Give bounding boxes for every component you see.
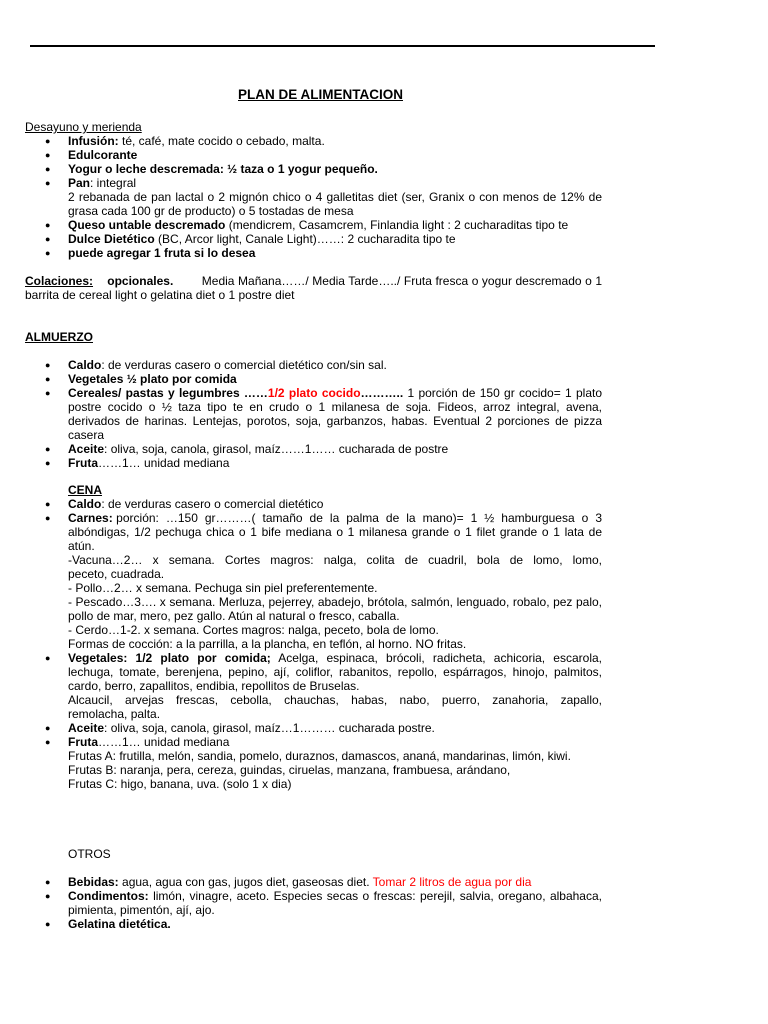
list-item: ● puede agregar 1 fruta si lo desea	[25, 246, 602, 260]
cena-list	[25, 497, 609, 791]
frutas-b-line: Frutas B: naranja, pera, cereza, guindas, ciruelas, manzana, frambuesa, arándano,	[68, 763, 511, 777]
list-item: ● Carnes: porción: …150 gr………( tamaño de la palma de la mano)= 1 ½ hamburguesa o 3 albóndigas, 1/2 pechuga chica o 1 bife mediana o 1 milanesa grande o 1 filet grande o 1 lata de atún. -Vacuna…2… x semana. Cortes magros: nalga, colita de cuadril, bola de lomo, lomo, peceto, cuadrada. - Pollo…2… x semana. Pechuga sin piel preferentemente. - Pescado…3…. x semana. Merluza, pejerrey, abadejo, brótola, salmón, lenguado, robalo, pez palo, pollo de mar, mero, pez gallo. Atún al natural o fresco, caballa. - Cerdo…1-2. x semana. Cortes magros: nalga, peceto, bola de lomo. Formas de cocción: a la parrilla, a la plancha, en teflón, al horno. NO fritas.	[25, 511, 602, 651]
list-item: ● Dulce Dietético (BC, Arcor light, Canale Light)……: 2 cucharadita tipo te	[25, 232, 602, 246]
list-item: ● Infusión: té, café, mate cocido o cebado, malta.	[25, 134, 602, 148]
frutas-a-line: Frutas A: frutilla, melón, sandia, pomelo, duraznos, damascos, ananá, mandarinas, limón, kiwi.	[68, 749, 571, 763]
almuerzo-heading: ALMUERZO	[25, 330, 93, 344]
page-title: PLAN DE ALIMENTACION	[238, 87, 403, 102]
pan-detail: 2 rebanada de pan lactal o 2 mignón chico o 4 galletitas diet (ser, Granix o con menos de 12% de grasa cada 100 gr de producto) o 5 tostadas de mesa	[68, 190, 602, 218]
opcionales-label: opcionales.	[107, 274, 174, 288]
cena-section	[25, 483, 609, 791]
cena-heading: CENA	[68, 483, 103, 497]
pollo-line: - Pollo…2… x semana. Pechuga sin piel preferentemente.	[68, 581, 378, 595]
colaciones-label: Colaciones:	[25, 274, 94, 288]
list-item: ● Aceite: oliva, soja, canola, girasol, maíz……1…… cucharada de postre	[25, 442, 602, 456]
list-item: ● Fruta……1… unidad mediana Frutas A: frutilla, melón, sandia, pomelo, duraznos, damascos, ananá, mandarinas, limón, kiwi. Frutas B: naranja, pera, cereza, guindas, ciruelas, manzana, frambuesa, arándano, Frutas C: higo, banana, uva. (solo 1 x dia)	[25, 735, 602, 791]
alcaucil-line: Alcaucil, arvejas frescas, cebolla, chauchas, habas, nabo, puerro, zanahoria, zapallo, remolacha, palta.	[68, 693, 609, 721]
almuerzo-list	[25, 358, 602, 470]
list-item: ● Edulcorante	[25, 148, 602, 162]
pescado-line: - Pescado…3…. x semana. Merluza, pejerrey, abadejo, brótola, salmón, lenguado, robalo, pez palo, pollo de mar, mero, pez gallo. Atún al natural o fresco, caballa.	[68, 595, 602, 623]
desayuno-heading: Desayuno y merienda	[25, 120, 142, 134]
desayuno-section	[25, 120, 602, 260]
list-item: ● Caldo: de verduras casero o comercial dietético	[25, 497, 602, 511]
almuerzo-section	[25, 330, 602, 470]
list-item: ● Caldo: de verduras casero o comercial dietético con/sin sal.	[25, 358, 602, 372]
list-item: ● Queso untable descremado (mendicrem, Casamcrem, Finlandia light : 2 cucharaditas tipo te	[25, 218, 602, 232]
list-item: ● Bebidas: agua, agua con gas, jugos diet, gaseosas diet. Tomar 2 litros de agua por dia	[25, 875, 602, 889]
top-rule	[30, 45, 655, 47]
coccion-line: Formas de cocción: a la parrilla, a la plancha, en teflón, al horno. NO fritas.	[68, 637, 467, 651]
desayuno-list	[25, 134, 602, 260]
list-item: ● Gelatina dietética.	[25, 917, 602, 931]
list-item: ● Condimentos: limón, vinagre, aceto. Especies secas o frescas: perejil, salvia, oregano, albahaca, pimienta, pimentón, ají, ajo.	[25, 889, 602, 917]
list-item: ● Cereales/ pastas y legumbres ……1/2 plato cocido……….. 1 porción de 150 gr cocido= 1 plato postre cocido o ½ taza tipo te en crudo o 1 milanesa de soja. Fideos, arroz integral, avena, derivados de harinas. Lentejas, porotos, soja, garbanzos, habas. Eventual 2 porciones de pizza casera	[25, 386, 602, 442]
list-item: ● Yogur o leche descremada: ½ taza o 1 yogur pequeño.	[25, 162, 602, 176]
colaciones-paragraph	[25, 274, 606, 302]
frutas-c-line: Frutas C: higo, banana, uva. (solo 1 x dia)	[68, 777, 292, 791]
otros-list	[25, 875, 602, 931]
list-item: ● Pan: integral 2 rebanada de pan lactal o 2 mignón chico o 4 galletitas diet (ser, Granix o con menos de 12% de grasa cada 100 gr de producto) o 5 tostadas de mesa	[25, 176, 602, 218]
list-item: ● Vegetales: 1/2 plato por comida; Acelga, espinaca, brócoli, radicheta, achicoria, escarola, lechuga, tomate, berenjena, pepino, ají, coliflor, rabanitos, repollo, espárragos, hinojo, palmitos, cardo, berro, zapallitos, endibia, repollitos de Bruselas. Alcaucil, arvejas frescas, cebolla, chauchas, habas, nabo, puerro, zanahoria, zapallo, remolacha, palta.	[25, 651, 602, 721]
list-item: ● Aceite: oliva, soja, canola, girasol, maíz…1……… cucharada postre.	[25, 721, 602, 735]
colaciones-text: Media Mañana……/ Media Tarde…../ Fruta fresca o yogur descremado o 1 barrita de cereal light o gelatina diet o 1 postre diet	[25, 274, 606, 302]
list-item: ● Vegetales ½ plato por comida	[25, 372, 602, 386]
cerdo-line: - Cerdo…1-2. x semana. Cortes magros: nalga, peceto, bola de lomo.	[68, 623, 439, 637]
otros-section	[25, 847, 602, 931]
list-item: ● Fruta……1… unidad mediana	[25, 456, 602, 470]
otros-heading: OTROS	[68, 847, 111, 861]
vacuna-line: -Vacuna…2… x semana. Cortes magros: nalga, colita de cuadril, bola de lomo, lomo, peceto, cuadrada.	[68, 553, 609, 581]
